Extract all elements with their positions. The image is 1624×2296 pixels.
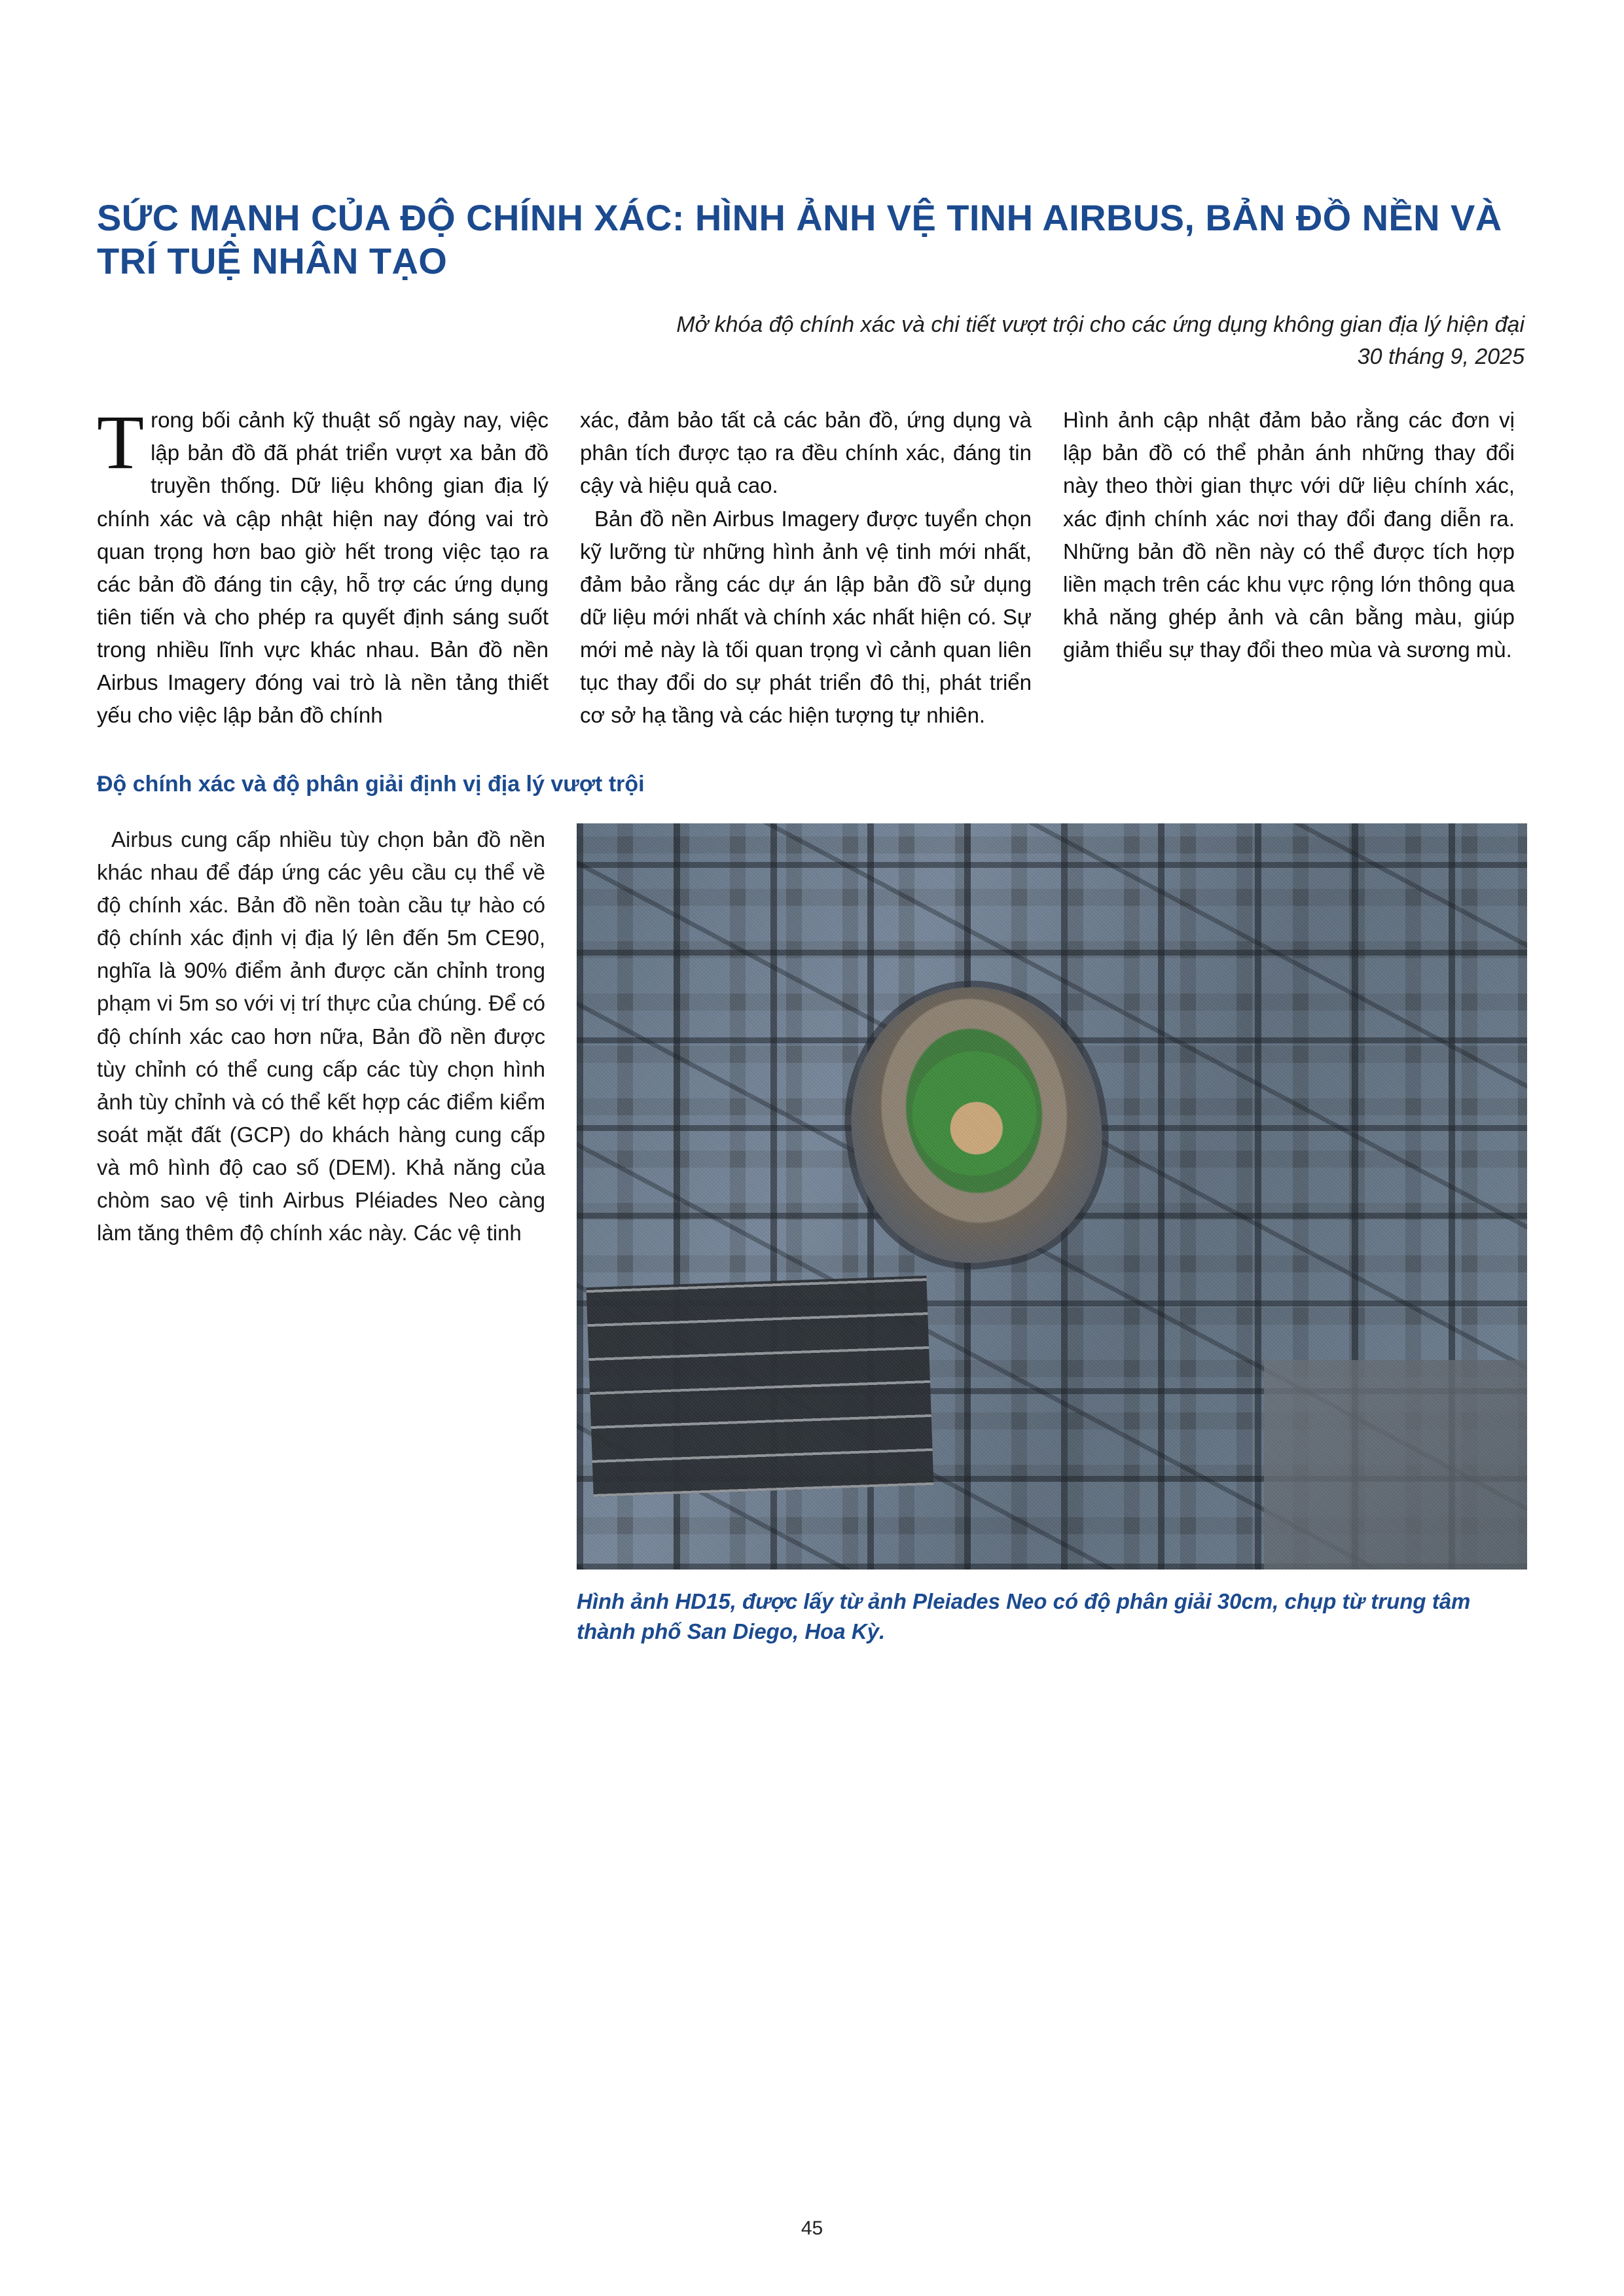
page-subtitle: Mở khóa độ chính xác và chi tiết vượt trội cho các ứng dụng không gian địa lý hiện đại [676, 312, 1525, 338]
publication-date: 30 tháng 9, 2025 [1357, 344, 1525, 370]
intro-paragraph-1 [97, 399, 549, 732]
intro-paragraph-1-text: rong bối cảnh kỹ thuật số ngày nay, việc lập bản đồ đã phát triển vượt xa bản đồ truyền thống. Dữ liệu không gian địa lý chính xác và cập nhật hiện nay đóng vai trò quan trọng hơn bao giờ hết trong việc tạo ra các bản đồ đáng tin cậy, hỗ trợ các ứng dụng tiên tiến và cho phép ra quyết định sáng suốt trong nhiều lĩnh vực khác nhau. Bản đồ nền Airbus Imagery đóng vai trò là nền tảng thiết yếu cho việc lập bản đồ chính [97, 408, 549, 728]
figure-column [577, 823, 1527, 1647]
section-columns [97, 823, 1527, 1647]
intro-paragraph-3: Bản đồ nền Airbus Imagery được tuyển chọn kỹ lưỡng từ những hình ảnh vệ tinh mới nhất, đảm bảo rằng các dự án lập bản đồ sử dụng dữ liệu mới nhất và chính xác nhất hiện có. Sự mới mẻ này là tối quan trọng vì cảnh quan liên tục thay đổi do sự phát triển đô thị, phát triển cơ sở hạ tầng và các hiện tượng tự nhiên. [580, 506, 1032, 728]
intro-paragraph-2: xác, đảm bảo tất cả các bản đồ, ứng dụng và phân tích được tạo ra đều chính xác, đáng tin cậy và hiệu quả cao. [580, 408, 1032, 498]
subtitle-block [97, 310, 1527, 370]
intro-column-3 [1063, 404, 1515, 732]
page-title: SỨC MẠNH CỦA ĐỘ CHÍNH XÁC: HÌNH ẢNH VỆ TINH AIRBUS, BẢN ĐỒ NỀN VÀ TRÍ TUỆ NHÂN TẠO [97, 197, 1502, 282]
section-heading: Độ chính xác và độ phân giải định vị địa lý vượt trội [97, 771, 645, 797]
section-body-column [97, 823, 545, 1647]
intro-paragraph-4: Hình ảnh cập nhật đảm bảo rằng các đơn vị lập bản đồ có thể phản ánh những thay đổi này theo thời gian thực với dữ liệu chính xác, xác định chính xác nơi thay đổi đang diễn ra. Những bản đồ nền này có thể được tích hợp liền mạch trên các khu vực rộng lớn thông qua khả năng ghép ảnh và cân bằng màu, giúp giảm thiểu sự thay đổi theo mùa và sương mù. [1063, 408, 1515, 662]
image-noise-layer [577, 823, 1527, 1570]
page-number: 45 [801, 2217, 823, 2239]
drop-cap: T [97, 399, 145, 486]
figure-caption: Hình ảnh HD15, được lấy từ ảnh Pleiades Neo có độ phân giải 30cm, chụp từ trung tâm thành phố San Diego, Hoa Kỳ. [577, 1588, 1471, 1643]
satellite-image [577, 823, 1527, 1570]
intro-column-2 [580, 404, 1032, 732]
section-body-paragraph: Airbus cung cấp nhiều tùy chọn bản đồ nền khác nhau để đáp ứng các yêu cầu cụ thể về độ chính xác. Bản đồ nền toàn cầu tự hào có độ chính xác định vị địa lý lên đến 5m CE90, nghĩa là 90% điểm ảnh được căn chỉnh trong phạm vi 5m so với vị trí thực của chúng. Để có độ chính xác cao hơn nữa, Bản đồ nền được tùy chỉnh có thể cung cấp các tùy chọn hình ảnh tùy chỉnh và có thể kết hợp các điểm kiểm soát mặt đất (GCP) do khách hàng cung cấp và mô hình độ cao số (DEM). Khả năng của chòm sao vệ tinh Airbus Pléiades Neo càng làm tăng thêm độ chính xác này. Các vệ tinh [97, 827, 545, 1246]
intro-column-1 [97, 399, 549, 732]
intro-columns [97, 399, 1527, 732]
